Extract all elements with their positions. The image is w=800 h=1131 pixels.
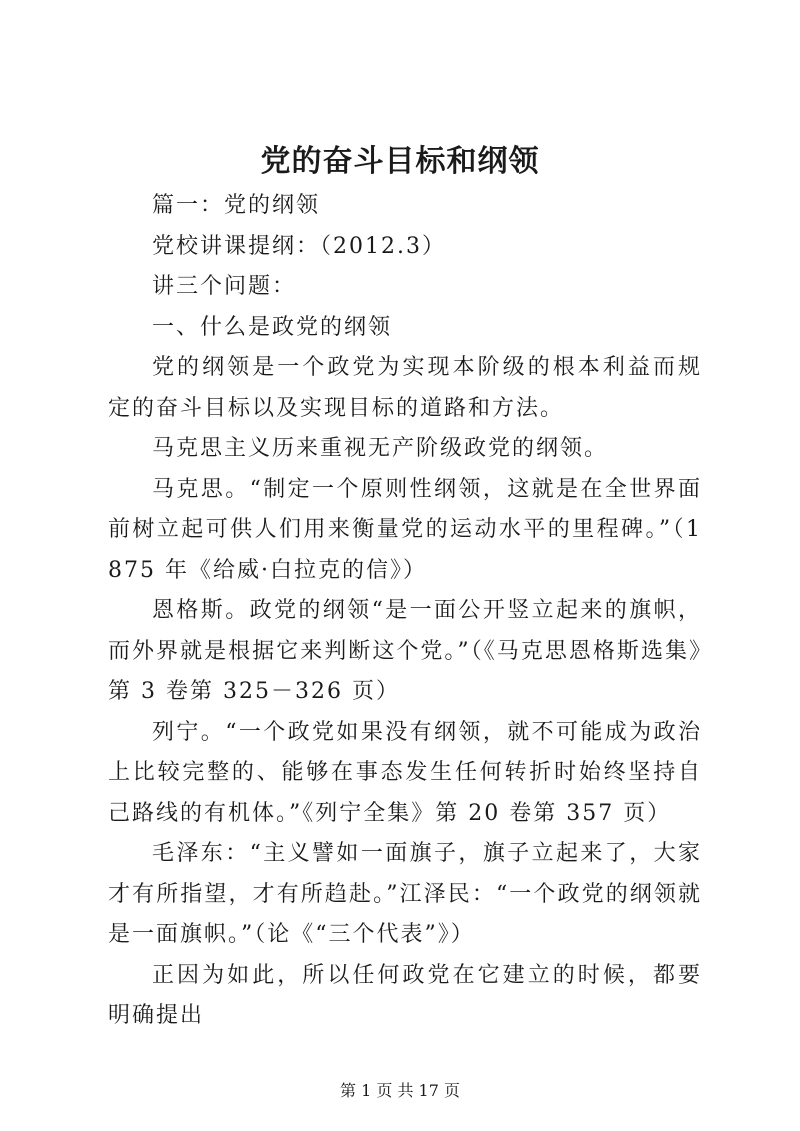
paragraph: 列宁。“一个政党如果没有纲领，就不可能成为政治上比较完整的、能够在事态发生任何转折时始终坚持自己路线的有机体。”《列宁全集》第 20 卷第 357 页） — [108, 719, 702, 826]
paragraph: 篇一：党的纲领 — [152, 193, 321, 218]
document-title: 党的奋斗目标和纲领 — [260, 144, 540, 179]
paragraph: 党的纲领是一个政党为实现本阶级的根本利益而规定的奋斗目标以及实现目标的道路和方法。 — [108, 355, 702, 421]
paragraph: 讲三个问题： — [152, 274, 297, 299]
page-footer: 第 1 页 共 17 页 — [340, 1081, 460, 1100]
paragraph: 毛泽东：“主义譬如一面旗子，旗子立起来了，大家才有所指望，才有所趋赴。”江泽民：“一个政党的纲领就是一面旗帜。”（论《“三个代表”》） — [108, 841, 702, 947]
document-body — [108, 186, 702, 1037]
paragraph: 马克思主义历来重视无产阶级政党的纲领。 — [152, 436, 609, 461]
paragraph: 马克思。“制定一个原则性纲领，这就是在全世界面前树立起可供人们用来衡量党的运动水平的里程碑。”（1875 年《给威·白拉克的信》） — [108, 476, 702, 583]
paragraph: 恩格斯。政党的纲领“是一面公开竖立起来的旗帜，而外界就是根据它来判断这个党。”（《马克思恩格斯选集》第 3 卷第 325－326 页） — [108, 598, 702, 704]
paragraph: 正因为如此，所以任何政党在它建立的时候，都要明确提出 — [108, 962, 702, 1028]
paragraph: 党校讲课提纲：（2012.3） — [152, 233, 446, 259]
paragraph: 一、什么是政党的纲领 — [152, 314, 393, 340]
